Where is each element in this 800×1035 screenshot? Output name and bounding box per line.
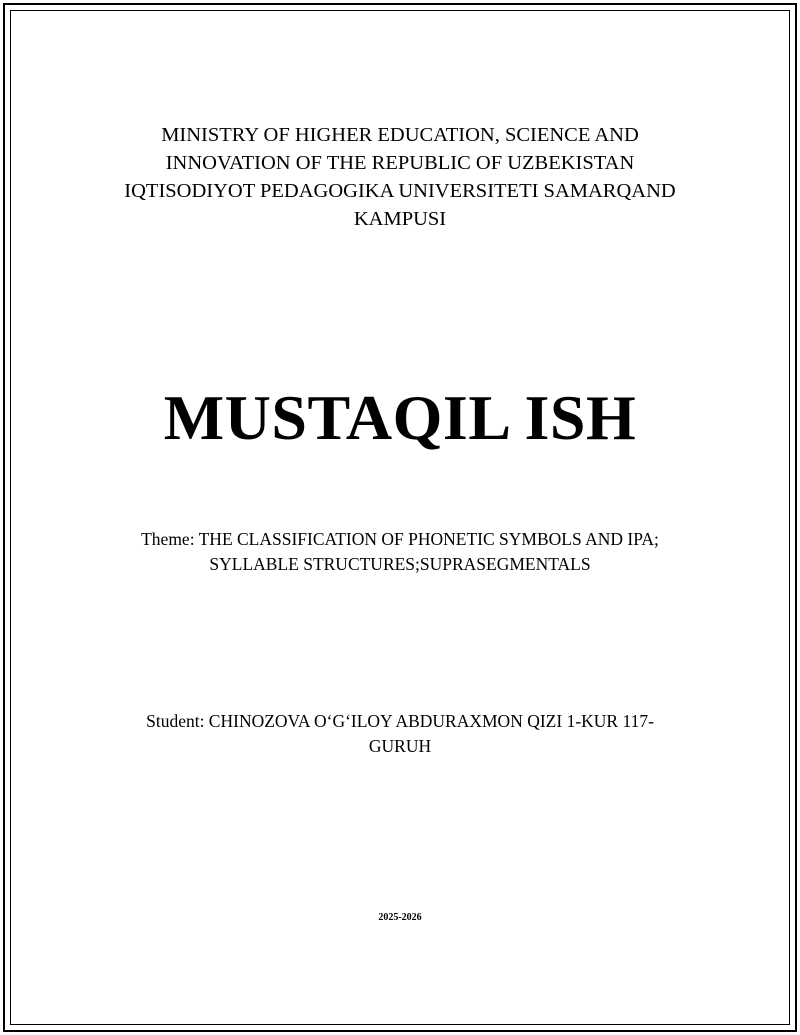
university-header-line: KAMPUSI xyxy=(353,208,447,230)
student-line: Student: CHINOZOVA O‘G‘ILOY ABDURAXMON QIZI 1-KUR 117- xyxy=(146,711,654,731)
university-header-line: IQTISODIYOT PEDAGOGIKA UNIVERSITETI SAMARQAND xyxy=(124,180,676,202)
ministry-header xyxy=(0,121,800,233)
academic-year: 2025-2026 xyxy=(378,912,422,923)
ministry-header-line: INNOVATION OF THE REPUBLIC OF UZBEKISTAN xyxy=(165,152,635,174)
theme-text xyxy=(0,527,800,577)
ministry-header-line: MINISTRY OF HIGHER EDUCATION, SCIENCE AND xyxy=(161,124,639,146)
theme-line: Theme: THE CLASSIFICATION OF PHONETIC SYMBOLS AND IPA; xyxy=(141,529,659,549)
theme-line: SYLLABLE STRUCTURES;SUPRASEGMENTALS xyxy=(209,554,591,574)
student-info xyxy=(0,709,800,759)
student-line: GURUH xyxy=(368,736,432,756)
document-title: MUSTAQIL ISH xyxy=(163,382,637,453)
